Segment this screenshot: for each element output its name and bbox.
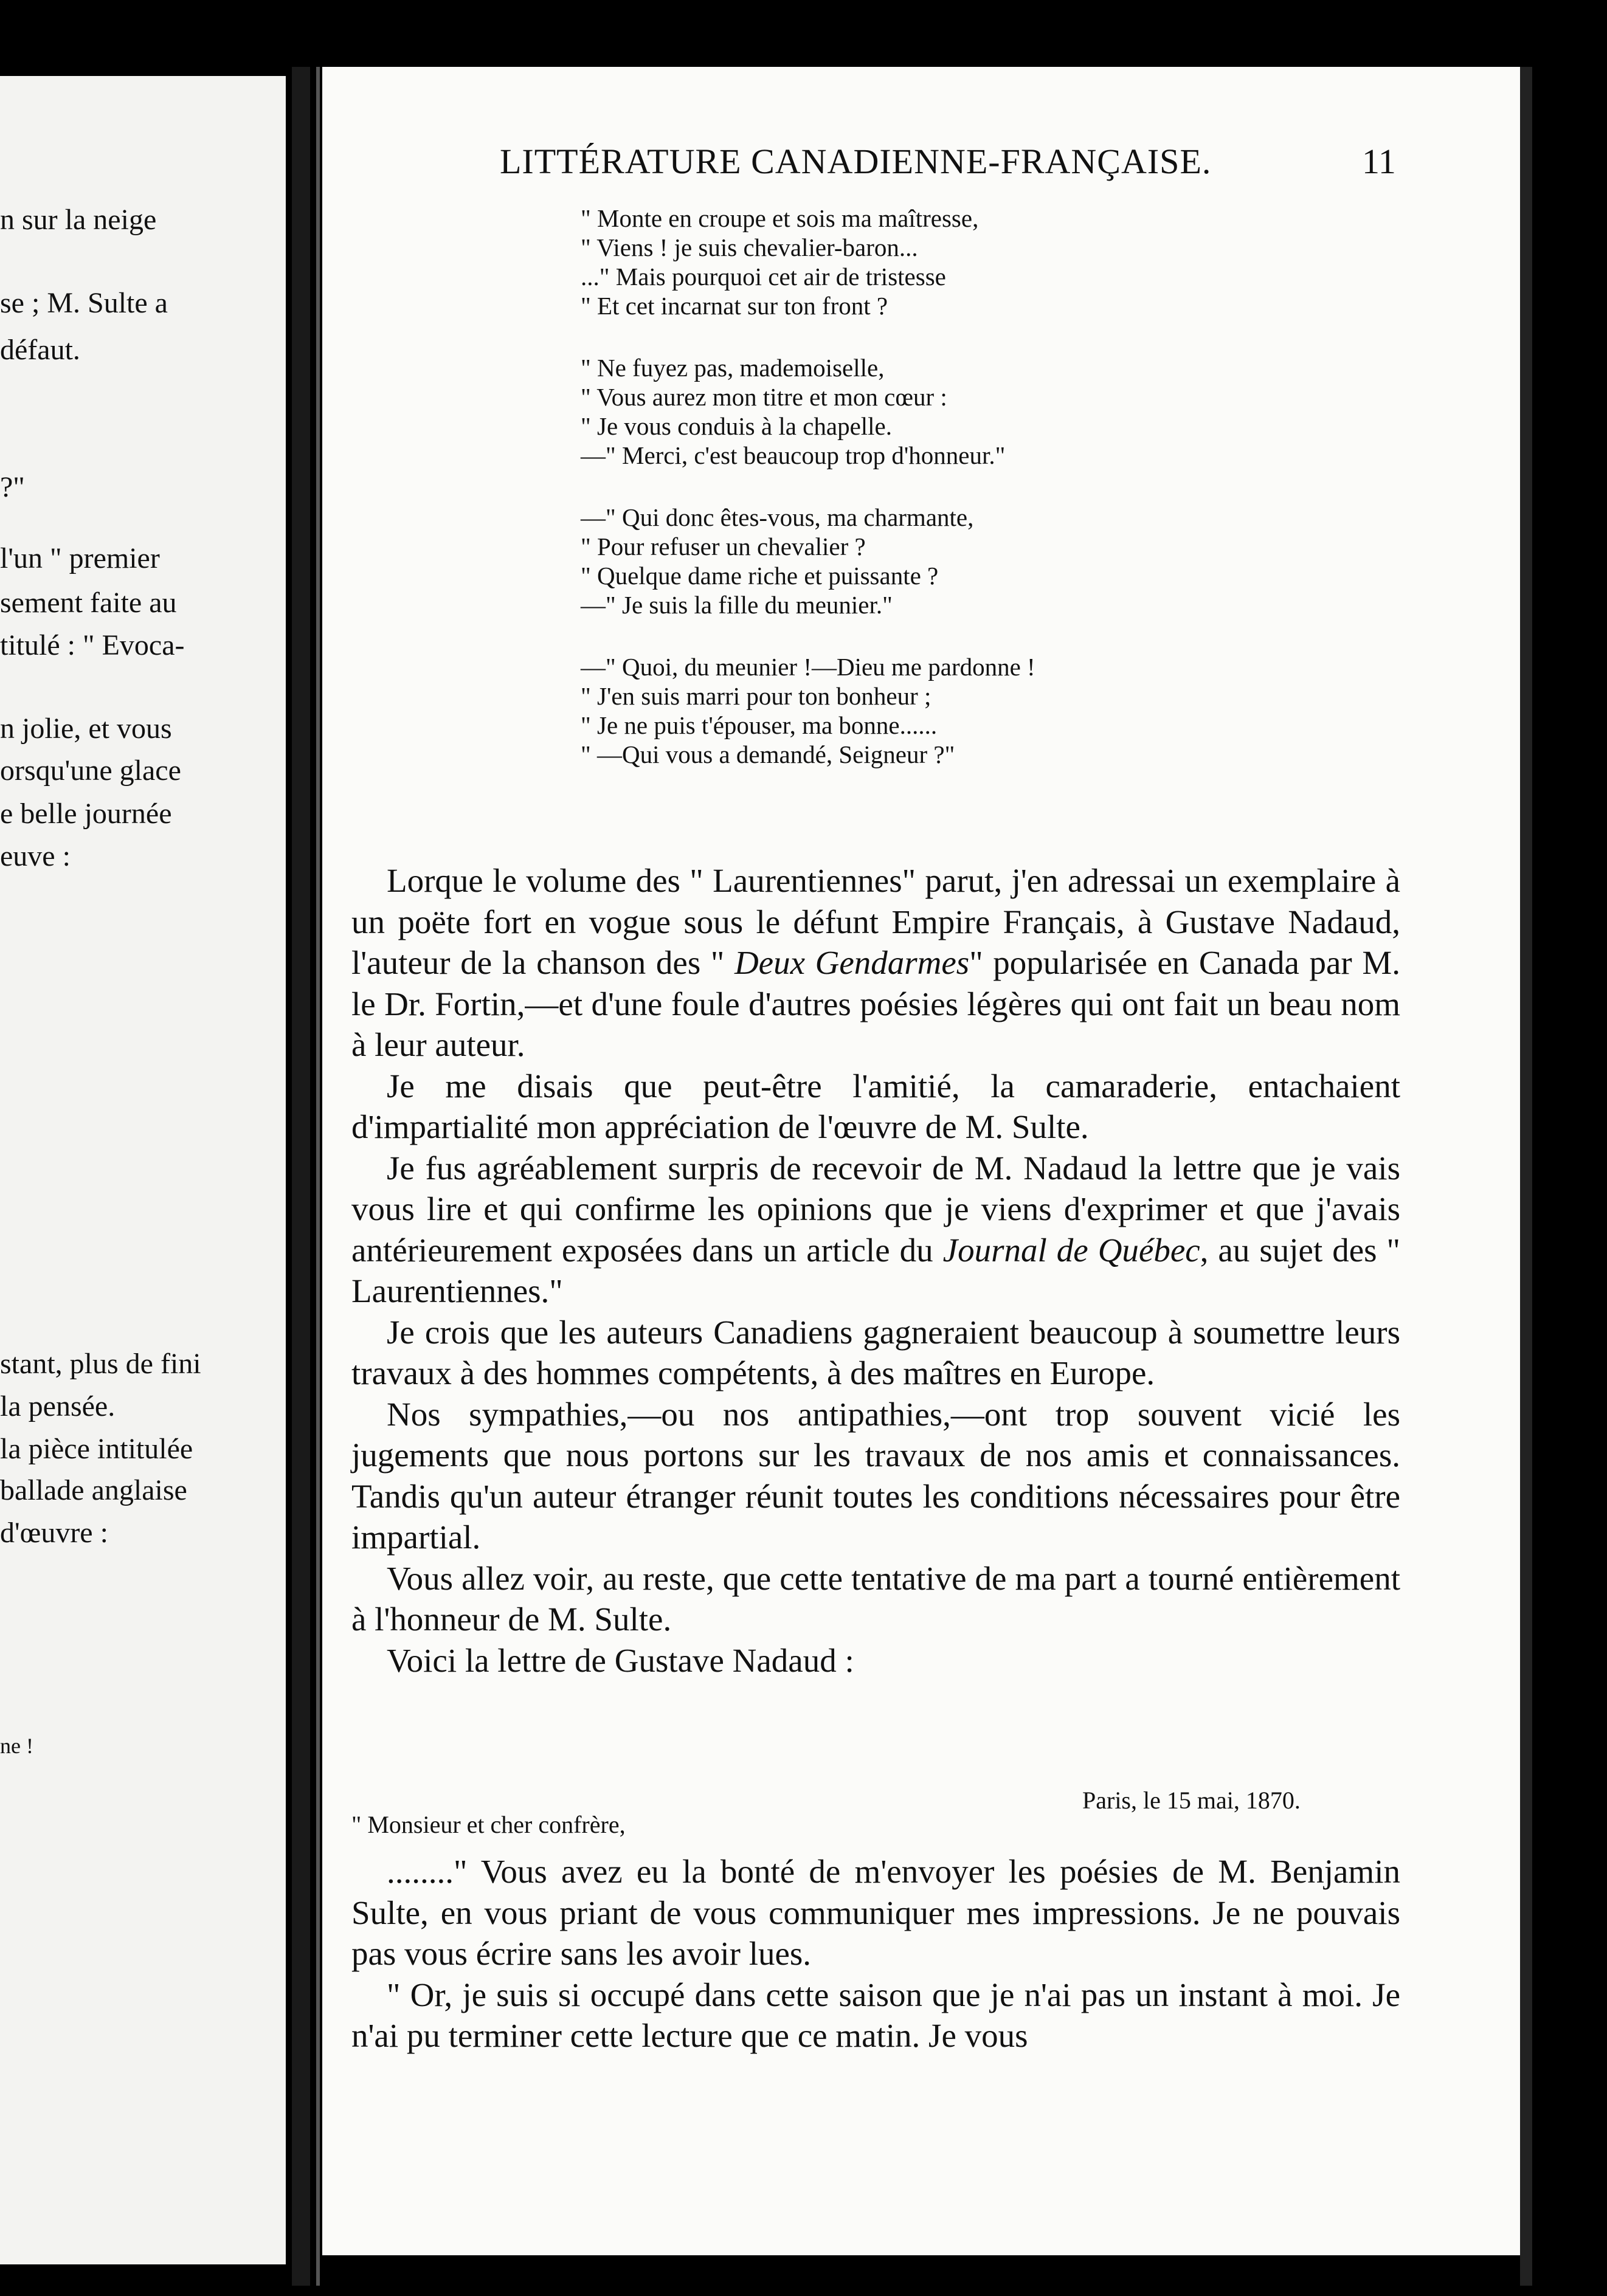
paragraph: Je crois que les auteurs Canadiens gagneraient beaucoup à soumettre leurs travaux à des hommes compétents, à des maîtres en Europe. [351,1313,1400,1391]
left-page-line: l'un " premier [0,542,160,574]
running-head: LITTÉRATURE CANADIENNE-FRANÇAISE. [500,142,1212,181]
paragraph: Je me disais que peut-être l'amitié, la camaraderie, entachaient d'impartialité mon appréciation de l'œuvre de M. Sulte. [351,1067,1400,1145]
paragraph-text: , au sujet des " Laurentiennes." [351,1231,1401,1309]
left-page-line: n sur la neige [0,204,157,236]
poem-verse: " Viens ! je suis chevalier-baron... [581,233,918,261]
poem-verse: —" Merci, c'est beaucoup trop d'honneur." [581,441,1006,469]
poem-verse: —" Qui donc êtes-vous, ma charmante, [581,503,974,531]
left-page-line: ?" [0,471,25,503]
letter-dateline: Paris, le 15 mai, 1870. [1082,1787,1301,1814]
left-page-line: défaut. [0,334,80,366]
left-page-line: sement faite au [0,587,177,619]
left-page-line: se ; M. Sulte a [0,287,168,319]
left-page-line: ballade anglaise [0,1474,187,1506]
paragraph-text: Lorque le volume des " Laurentiennes" parut, j'en adressai un exemplaire à un poëte fort en vogue sous le défunt Empire Français, à Gustave Nadaud, l'auteur de la chanson des " [351,862,1400,981]
poem-verse: " Monte en croupe et sois ma maîtresse, [581,204,979,232]
letter-paragraph: ........" Vous avez eu la bonté de m'envoyer les poésies de M. Benjamin Sulte, en vous priant de vous communiquer mes impressions. Je ne pouvais pas vous écrire sans les avoir lues. [351,1853,1400,1972]
left-page-line: la pensée. [0,1390,116,1422]
poem-stanza [581,652,1310,769]
book-title-italic: Deux Gendarmes [734,944,970,981]
paragraph: Nos sympathies,—ou nos antipathies,—ont trop souvent vicié les jugements que nous portons sur les travaux de nos amis et connaissances. Tandis qu'un auteur étranger réunit toutes les conditions nécessaires pour être impartial. [351,1395,1400,1556]
paragraph [351,860,1400,1066]
left-page-line: orsqu'une glace [0,754,181,787]
poem [581,204,1310,802]
paragraph-text: Je fus agréablement surpris de recevoir de M. Nadaud la lettre que je vais vous lire et qui confirme les opinions que je viens d'exprimer et que j'avais antérieurement exposées dans un article du [351,1149,1400,1269]
poem-verse: " J'en suis marri pour ton bonheur ; [581,682,931,710]
poem-verse: " Ne fuyez pas, mademoiselle, [581,354,885,382]
poem-verse: " Vous aurez mon titre et mon cœur : [581,383,947,411]
poem-stanza [581,503,1310,619]
page-edge [316,67,320,2286]
poem-verse: ..." Mais pourquoi cet air de tristesse [581,263,946,291]
paragraph-text: " popularisée en Canada par M. le Dr. Fortin,—et d'une foule d'autres poésies légères qui ont fait un beau nom à leur auteur. [351,944,1400,1063]
left-page-line: euve : [0,840,71,872]
poem-verse: " Je ne puis t'épouser, ma bonne...... [581,711,938,739]
poem-stanza [581,204,1310,320]
poem-verse: " Quelque dame riche et puissante ? [581,562,939,590]
left-page-line: e belle journée [0,798,172,830]
left-page-line: ne ! [0,1734,33,1758]
letter-body [351,1851,1400,2056]
poem-verse: —" Je suis la fille du meunier." [581,591,893,619]
journal-title-italic: Journal de Québec [942,1231,1200,1269]
poem-verse: " —Qui vous a demandé, Seigneur ?" [581,740,955,768]
letter-paragraph: " Or, je suis si occupé dans cette saison que je n'ai pas un instant à moi. Je n'ai pu terminer cette lecture que ce matin. Je vous [351,1976,1400,2054]
body-text [351,860,1400,1681]
left-page-line: titulé : " Evoca- [0,629,185,661]
poem-verse: " Je vous conduis à la chapelle. [581,412,892,440]
left-page-line: d'œuvre : [0,1517,108,1549]
right-page [322,67,1529,2255]
page-edge-shadow [1520,67,1532,2286]
poem-verse: —" Quoi, du meunier !—Dieu me pardonne ! [581,653,1035,681]
left-page-line: la pièce intitulée [0,1433,193,1465]
poem-verse: " Et cet incarnat sur ton front ? [581,292,888,320]
page-number: 11 [1362,142,1396,181]
letter-salutation: " Monsieur et cher confrère, [351,1811,626,1838]
left-page-line: stant, plus de fini [0,1348,201,1380]
left-facing-page [0,76,286,2264]
paragraph [351,1148,1400,1312]
book-gutter [292,67,310,2286]
poem-verse: " Pour refuser un chevalier ? [581,533,866,560]
left-page-line: n jolie, et vous [0,712,172,745]
poem-stanza [581,353,1310,470]
paragraph: Voici la lettre de Gustave Nadaud : [387,1641,854,1679]
paragraph: Vous allez voir, au reste, que cette tentative de ma part a tourné entièrement à l'honneur de M. Sulte. [351,1559,1400,1638]
